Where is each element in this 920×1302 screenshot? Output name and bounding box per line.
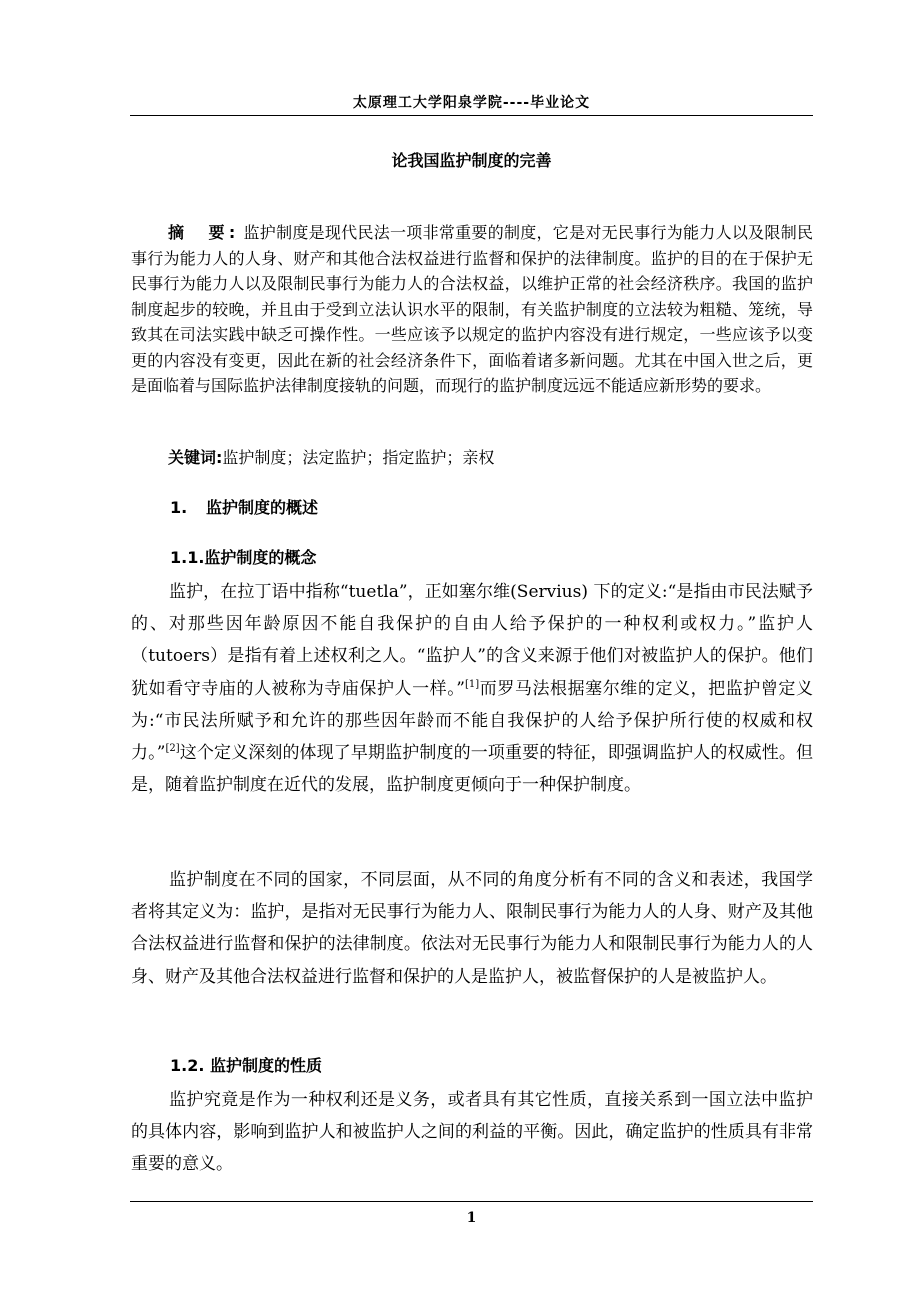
page-number: 1 <box>466 1210 477 1226</box>
abstract-label: 摘 要: <box>168 223 240 242</box>
paper-title: 论我国监护制度的完善 <box>391 151 552 170</box>
footer-rule <box>130 1201 813 1202</box>
citation-2: [2] <box>165 743 180 755</box>
section-1-heading <box>170 495 318 518</box>
header-rule <box>130 115 813 116</box>
keywords <box>168 445 494 468</box>
paragraph-1-part-c: 这个定义深刻的体现了早期监护制度的一项重要的特征，即强调监护人的权威性。但是，随着监护制度在近代的发展，监护制度更倾向于一种保护制度。 <box>131 743 813 796</box>
paragraph-1-part-b: 而罗马法根据塞尔维的定义，把监护曾定义为:“市民法所赋予和允许的那些因年龄而不能自我保护的人给予保护所行使的权威和权力。” <box>131 678 813 764</box>
paragraph-1-part-a: 监护，在拉丁语中指称“tuetla”，正如塞尔维(Servius) 下的定义:“是指由市民法赋予的、对那些因年龄原因不能自我保护的自由人给予保护的一种权利或权力。”监护人（tutoers）是指有着上述权利之人。“监护人”的含义来源于他们对被监护人的保护。他们犹如看守寺庙的人被称为寺庙保护人一样。” <box>131 582 813 699</box>
keywords-text: 监护制度；法定监护；指定监护；亲权 <box>222 448 495 467</box>
section-1-1-heading: 1.1.监护制度的概念 <box>170 548 317 567</box>
section-1-2-heading: 1.2. 监护制度的性质 <box>170 1056 322 1075</box>
keywords-label: 关键词: <box>168 448 223 467</box>
paragraph-2: 监护制度在不同的国家，不同层面，从不同的角度分析有不同的含义和表述，我国学者将其定义为：监护，是指对无民事行为能力人、限制民事行为能力人的人身、财产及其他合法权益进行监督和保护的法律制度。依法对无民事行为能力人和限制民事行为能力人的人身、财产及其他合法权益进行监督和保护的人是监护人，被监督保护的人是被监护人。 <box>131 870 813 987</box>
abstract-text: 监护制度是现代民法一项非常重要的制度，它是对无民事行为能力人以及限制民事行为能力人的人身、财产和其他合法权益进行监督和保护的法律制度。监护的目的在于保护无民事行为能力人以及限制民事行为能力人的合法权益，以维护正常的社会经济秩序。我国的监护制度起步的较晚，并且由于受到立法认识水平的限制，有关监护制度的立法较为粗糙、笼统，导致其在司法实践中缺乏可操作性。一些应该予以规定的监护内容没有进行规定，一些应该予以变更的内容没有变更，因此在新的社会经济条件下，面临着诸多新问题。尤其在中国入世之后，更是面临着与国际监护法律制度接轨的问题，而现行的监护制度远远不能适应新形势的要求。 <box>131 223 813 395</box>
section-1-number: 1. <box>170 498 188 517</box>
abstract <box>131 220 813 399</box>
citation-1: [1] <box>465 678 480 690</box>
section-1-title: 监护制度的概述 <box>206 498 319 517</box>
running-header: 太原理工大学阳泉学院----毕业论文 <box>352 95 591 111</box>
paragraph-1 <box>131 576 813 801</box>
paragraph-3: 监护究竟是作为一种权利还是义务，或者具有其它性质，直接关系到一国立法中监护的具体内容，影响到监护人和被监护人之间的利益的平衡。因此，确定监护的性质具有非常重要的意义。 <box>131 1090 813 1175</box>
